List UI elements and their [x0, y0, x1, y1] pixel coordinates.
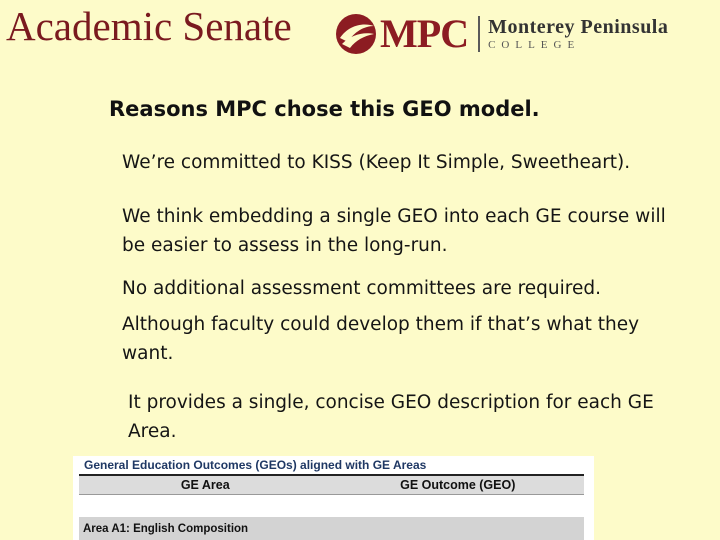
- slide-heading: Reasons MPC chose this GEO model.: [109, 97, 540, 121]
- column-header-ge-area: GE Area: [79, 475, 332, 495]
- bullet-embedding: We think embedding a single GEO into each GE course will be easier to assess in the long-run.: [122, 206, 666, 256]
- area-row-label: Area A1: English Composition: [79, 517, 584, 540]
- bullet-kiss: We’re committed to KISS (Keep It Simple, Sweetheart).: [122, 152, 631, 173]
- bullet-faculty-option: Although faculty could develop them if that’s what they want.: [122, 314, 640, 364]
- geo-table-image: [73, 456, 594, 540]
- bullet-single-geo: It provides a single, concise GEO description for each GE Area.: [128, 392, 654, 442]
- table-caption: General Education Outcomes (GEOs) aligned with GE Areas: [84, 458, 427, 472]
- logo-name: [488, 17, 668, 51]
- college-logo: [334, 12, 668, 56]
- table-header-row: [79, 475, 584, 495]
- header-title: Academic Senate: [6, 3, 292, 49]
- mpc-emblem-icon: [334, 12, 378, 56]
- logo-abbreviation: MPC: [380, 11, 469, 56]
- geo-table: [79, 474, 584, 540]
- bullet-no-committees: No additional assessment committees are required.: [122, 278, 601, 299]
- logo-name-top: Monterey Peninsula: [488, 16, 669, 38]
- column-header-ge-outcome: GE Outcome (GEO): [332, 475, 585, 495]
- table-spacer-row: [79, 495, 584, 518]
- logo-name-bottom: COLLEGE: [488, 39, 581, 51]
- logo-divider: [478, 16, 480, 52]
- table-row: [79, 517, 584, 540]
